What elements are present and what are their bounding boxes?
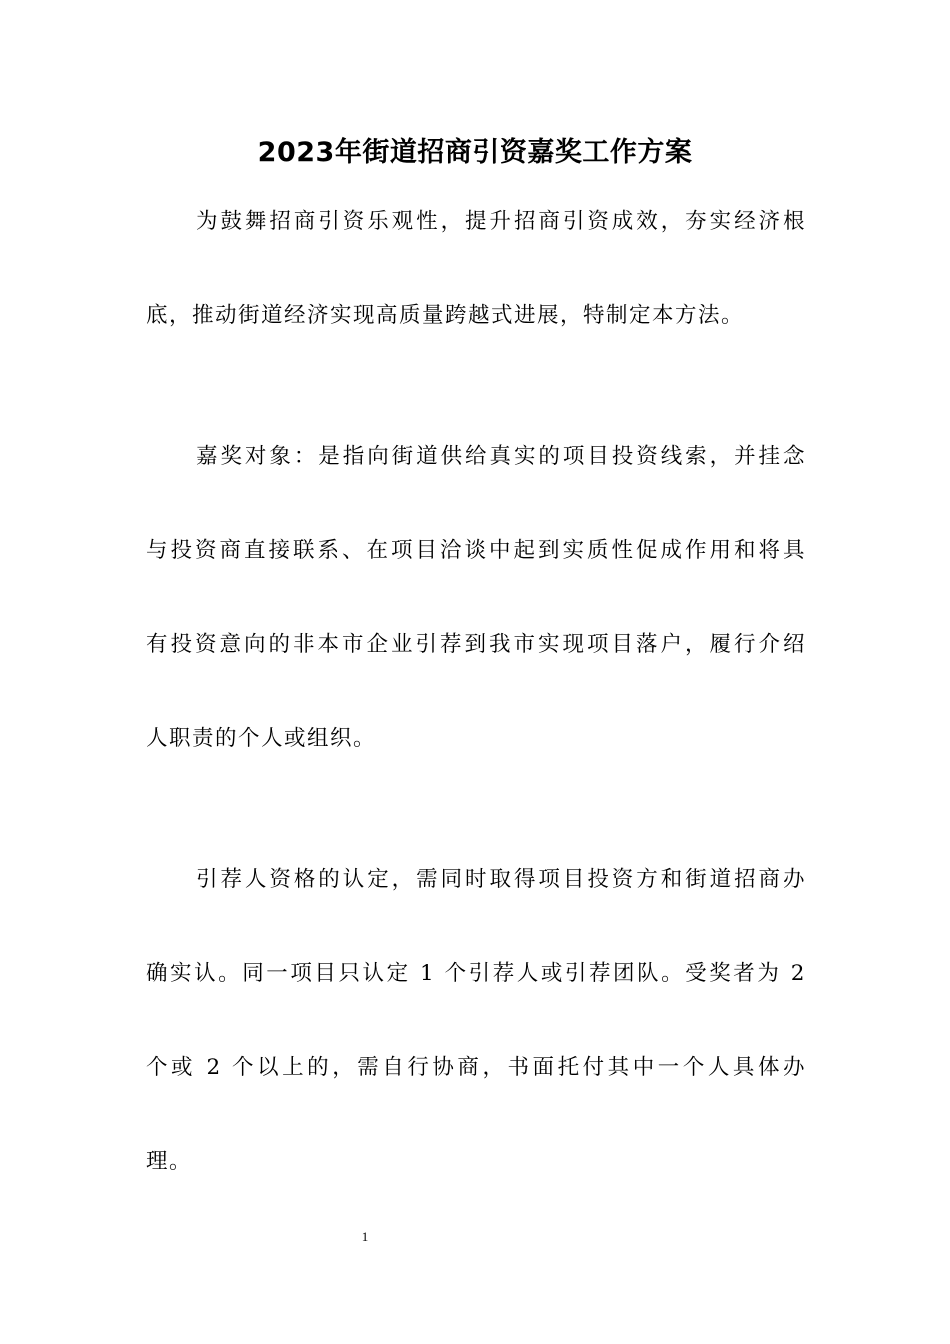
page-number: 1 <box>361 1229 369 1244</box>
paragraph-line: 为鼓舞招商引资乐观性，提升招商引资成效，夯实经济根 <box>196 209 806 234</box>
paragraph-line: 理。 <box>146 1149 193 1174</box>
paragraph-line: 人职责的个人或组织。 <box>146 726 377 751</box>
paragraph-line: 个或 2 个以上的，需自行协商，书面托付其中一个人具体办 <box>146 1055 806 1080</box>
paragraph-2 <box>146 433 806 762</box>
document-body <box>146 198 806 1185</box>
document-title: 2023年街道招商引资嘉奖工作方案 <box>257 137 693 168</box>
paragraph-1 <box>146 198 806 339</box>
paragraph-3 <box>146 856 806 1185</box>
paragraph-line: 嘉奖对象：是指向街道供给真实的项目投资线索，并挂念 <box>196 444 806 469</box>
paragraph-line: 确实认。同一项目只认定 1 个引荐人或引荐团队。受奖者为 2 <box>146 961 806 986</box>
paragraph-line: 与投资商直接联系、在项目洽谈中起到实质性促成作用和将具 <box>146 538 806 563</box>
paragraph-line: 引荐人资格的认定，需同时取得项目投资方和街道招商办 <box>196 867 806 892</box>
paragraph-line: 有投资意向的非本市企业引荐到我市实现项目落户，履行介绍 <box>146 632 806 657</box>
paragraph-line: 底，推动街道经济实现高质量跨越式进展，特制定本方法。 <box>146 303 745 328</box>
